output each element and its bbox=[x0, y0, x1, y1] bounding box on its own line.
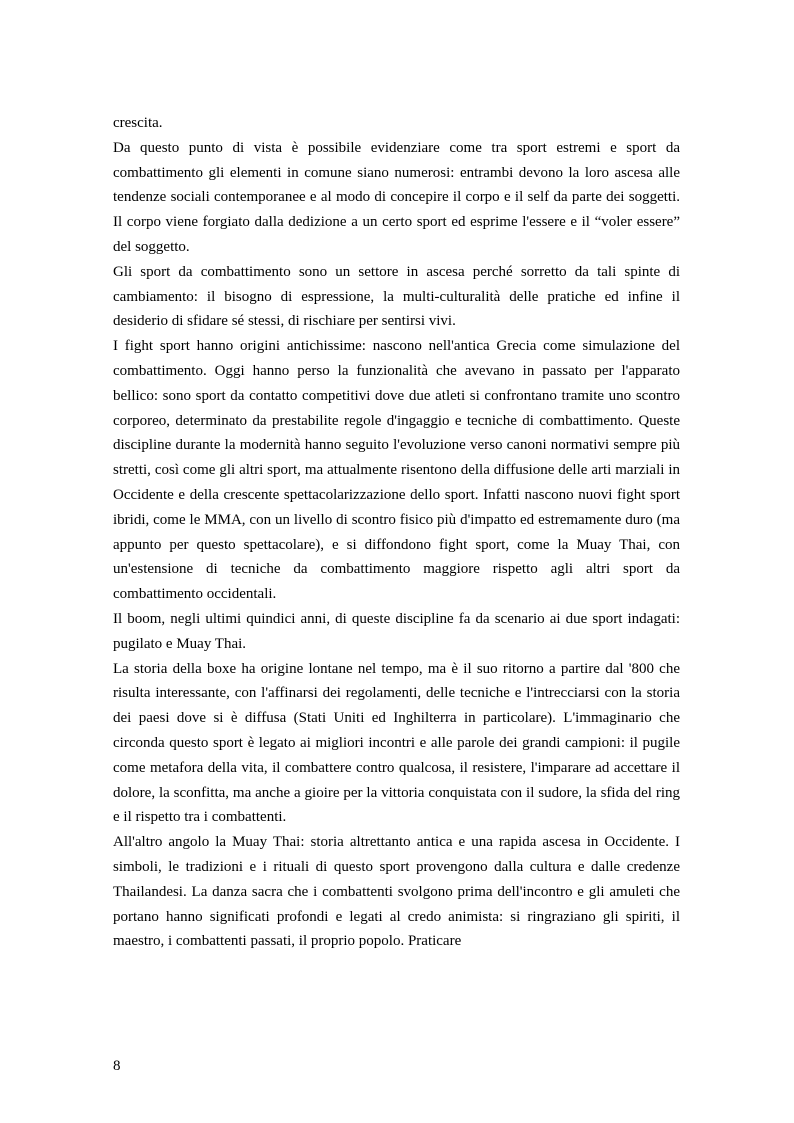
page-number: 8 bbox=[113, 1058, 121, 1074]
paragraph-boom: Il boom, negli ultimi quindici anni, di queste discipline fa da scenario ai due sport indagati: pugilato e Muay Thai. bbox=[113, 610, 680, 652]
paragraph-fight-sport-origins: I fight sport hanno origini antichissime: nascono nell'antica Grecia come simulazione del combattimento. Oggi hanno perso la funzionalità che avevano in passato per l'apparato bellico: sono sport da contatto competitivi dove due atleti si confrontano tramite uno scontro corporeo, determinato da prestabilite regole d'ingaggio e tecniche di combattimento. Queste discipline durante la modernità hanno seguito l'evoluzione verso canoni normativi sempre più stretti, così come gli altri sport, ma attualmente risentono della diffusione delle arti marziali in Occidente e della crescente spettacolarizzazione dello sport. Infatti nascono nuovi fight sport ibridi, come le MMA, con un livello di scontro fisico più d'impatto ed estremamente duro (ma appunto per questo spettacolare), e si diffondono fight sport, come la Muay Thai, con un'estensione di tecniche da combattimento maggiore rispetto agli altri sport da combattimento occidentali. bbox=[113, 338, 680, 603]
page-body bbox=[113, 111, 680, 954]
paragraph-extreme-vs-combat-sports: Da questo punto di vista è possibile evidenziare come tra sport estremi e sport da combattimento gli elementi in comune siano numerosi: entrambi devono la loro ascesa alle tendenze sociali contemporanee e al modo di concepire il corpo e il self da parte dei soggetti. Il corpo viene forgiato dalla dedizione a un certo sport ed esprime l'essere e il “voler essere” del soggetto. bbox=[113, 139, 680, 255]
paragraph-muay-thai: All'altro angolo la Muay Thai: storia altrettanto antica e una rapida ascesa in Occidente. I simboli, le tradizioni e i rituali di questo sport provengono dalla cultura e dalle credenze Thailandesi. La danza sacra che i combattenti svolgono prima dell'incontro e gli amuleti che portano hanno significati profondi e legati al credo animista: si ringraziano gli spiriti, il maestro, i combattenti passati, il proprio popolo. Praticare bbox=[113, 834, 680, 950]
paragraph-continuation: crescita. bbox=[113, 115, 163, 131]
paragraph-combat-sports-growth: Gli sport da combattimento sono un settore in ascesa perché sorretto da tali spinte di cambiamento: il bisogno di espressione, la multi-culturalità delle pratiche ed infine il desiderio di sfidare sé stessi, di rischiare per sentirsi vivi. bbox=[113, 263, 680, 330]
paragraph-boxing-history: La storia della boxe ha origine lontane nel tempo, ma è il suo ritorno a partire dal '800 che risulta interessante, con l'affinarsi dei regolamenti, delle tecniche e l'intrecciarsi con la storia dei paesi dove si è diffusa (Stati Uniti ed Inghilterra in particolare). L'immaginario che circonda questo sport è legato ai migliori incontri e alle parole dei grandi campioni: il pugile come metafora della vita, il combattere contro qualcosa, il resistere, l'imparare ad accettare il dolore, la sconfitta, ma anche a gioire per la vittoria conquistata con il sudore, la sfida del ring e il rispetto tra i combattenti. bbox=[113, 660, 680, 826]
